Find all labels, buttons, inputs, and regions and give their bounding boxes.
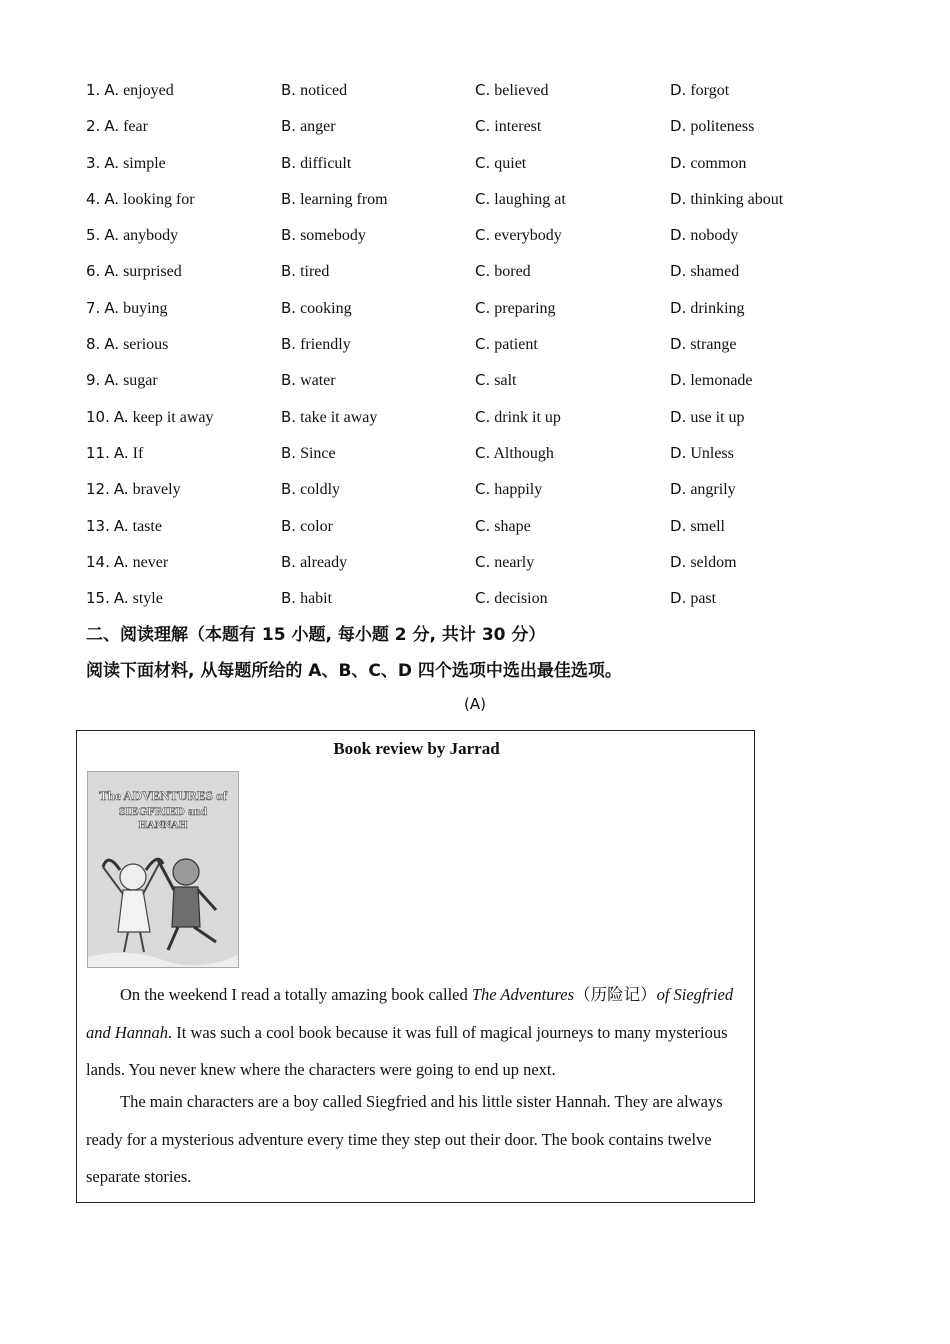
option-text: serious bbox=[123, 336, 169, 354]
question-number: 10. bbox=[86, 407, 110, 426]
option-letter: D. bbox=[670, 516, 687, 535]
option-text: color bbox=[300, 517, 333, 535]
option-letter: B. bbox=[281, 189, 297, 208]
question-number: 3. bbox=[86, 153, 101, 172]
option-a bbox=[86, 112, 148, 141]
option-letter: D. bbox=[670, 153, 687, 172]
option-text: never bbox=[132, 553, 169, 571]
option-letter: D. bbox=[670, 589, 687, 608]
option-c bbox=[475, 366, 516, 395]
option-b bbox=[281, 294, 352, 323]
option-text: smell bbox=[690, 517, 725, 535]
question-number: 11. bbox=[86, 443, 110, 462]
option-b bbox=[281, 366, 336, 395]
option-text: everybody bbox=[494, 227, 562, 245]
option-letter: C. bbox=[475, 516, 491, 535]
option-a bbox=[86, 584, 163, 613]
option-letter: A. bbox=[104, 298, 120, 317]
question-number: 15. bbox=[86, 589, 110, 608]
option-row bbox=[86, 257, 886, 293]
option-b bbox=[281, 221, 366, 250]
option-text: bored bbox=[494, 263, 531, 281]
option-a bbox=[86, 475, 181, 504]
option-text: water bbox=[300, 372, 336, 390]
option-letter: D. bbox=[670, 81, 687, 99]
question-number: 12. bbox=[86, 480, 110, 499]
book-title-italic-2: of Siegfried and Hannah bbox=[86, 985, 734, 1042]
option-letter: C. bbox=[475, 189, 491, 208]
option-text: learning from bbox=[300, 190, 388, 208]
option-text: believed bbox=[494, 82, 549, 99]
option-d bbox=[670, 330, 737, 359]
option-text: politeness bbox=[690, 118, 755, 136]
question-number: 14. bbox=[86, 552, 110, 571]
option-a bbox=[86, 294, 168, 323]
option-d bbox=[670, 403, 745, 432]
option-letter: C. bbox=[475, 407, 491, 426]
option-a bbox=[86, 257, 182, 286]
question-number: 2. bbox=[86, 117, 101, 136]
options-table bbox=[86, 76, 886, 620]
option-text: noticed bbox=[300, 82, 348, 99]
option-letter: A. bbox=[104, 189, 120, 208]
option-text: anybody bbox=[123, 227, 179, 245]
option-text: tired bbox=[300, 263, 330, 281]
option-letter: B. bbox=[281, 589, 297, 608]
option-letter: C. bbox=[475, 81, 491, 99]
option-row bbox=[86, 366, 886, 402]
option-text: happily bbox=[494, 481, 543, 499]
option-d bbox=[670, 76, 729, 105]
option-text: decision bbox=[494, 590, 548, 608]
option-text: shamed bbox=[690, 263, 740, 281]
option-letter: A. bbox=[113, 443, 129, 462]
option-text: common bbox=[690, 154, 747, 172]
option-text: seldom bbox=[690, 553, 737, 571]
option-b bbox=[281, 584, 332, 613]
option-text: cooking bbox=[300, 299, 352, 317]
option-letter: D. bbox=[670, 407, 687, 426]
cover-title-line1: The ADVENTURES of bbox=[99, 788, 227, 803]
option-row bbox=[86, 403, 886, 439]
option-text: buying bbox=[123, 299, 168, 317]
option-letter: C. bbox=[475, 371, 491, 390]
review-paragraph-1 bbox=[86, 976, 746, 1089]
option-b bbox=[281, 185, 388, 214]
option-text: Unless bbox=[690, 444, 734, 462]
option-letter: D. bbox=[670, 189, 687, 208]
option-text: already bbox=[300, 553, 348, 571]
option-letter: D. bbox=[670, 371, 687, 390]
option-c bbox=[475, 149, 526, 178]
option-text: enjoyed bbox=[123, 82, 174, 99]
option-letter: A. bbox=[104, 81, 120, 99]
option-letter: C. bbox=[475, 153, 491, 172]
option-letter: B. bbox=[281, 552, 297, 571]
option-c bbox=[475, 330, 538, 359]
option-letter: A. bbox=[104, 226, 120, 245]
option-text: friendly bbox=[300, 336, 351, 354]
option-d bbox=[670, 149, 746, 178]
option-c bbox=[475, 475, 542, 504]
option-b bbox=[281, 330, 351, 359]
option-row bbox=[86, 294, 886, 330]
option-c bbox=[475, 439, 554, 468]
option-letter: D. bbox=[670, 443, 687, 462]
option-d bbox=[670, 548, 737, 577]
option-letter: C. bbox=[475, 117, 491, 136]
option-text: nearly bbox=[494, 553, 535, 571]
question-number: 6. bbox=[86, 262, 101, 281]
option-a bbox=[86, 330, 168, 359]
option-text: preparing bbox=[494, 299, 556, 317]
section-title: 二、阅读理解（本题有 15 小题, 每小题 2 分, 共计 30 分） bbox=[86, 625, 546, 645]
p2-text: The main characters are a boy called Siegfried and his little sister Hannah. They are always ready for a mysterious adventure every time they step out their door. The book contains twelve separate stories. bbox=[86, 1092, 723, 1186]
option-text: somebody bbox=[300, 227, 366, 245]
option-d bbox=[670, 294, 745, 323]
option-a bbox=[86, 149, 166, 178]
option-c bbox=[475, 221, 562, 250]
option-text: laughing at bbox=[494, 190, 566, 208]
option-letter: A. bbox=[113, 589, 129, 608]
option-text: If bbox=[132, 444, 144, 462]
option-a bbox=[86, 512, 162, 541]
option-text: patient bbox=[494, 336, 538, 354]
option-letter: A. bbox=[104, 117, 120, 136]
question-number: 9. bbox=[86, 371, 101, 390]
option-a bbox=[86, 221, 178, 250]
option-letter: C. bbox=[475, 480, 491, 499]
p1-text-end: . It was such a cool book because it was full of magical journeys to many mysterious lands. You never knew where the characters were going to end up next. bbox=[86, 1022, 728, 1079]
option-text: use it up bbox=[690, 408, 745, 426]
option-text: difficult bbox=[300, 154, 352, 172]
option-text: quiet bbox=[494, 154, 527, 172]
option-c bbox=[475, 112, 541, 141]
option-letter: D. bbox=[670, 117, 687, 136]
option-letter: B. bbox=[281, 480, 297, 499]
option-text: simple bbox=[123, 154, 166, 172]
option-letter: D. bbox=[670, 480, 687, 499]
cover-title-line3: HANNAH bbox=[138, 819, 188, 831]
option-text: anger bbox=[300, 118, 336, 136]
option-letter: B. bbox=[281, 407, 297, 426]
book-title-italic: The Adventures bbox=[471, 985, 575, 1004]
option-d bbox=[670, 221, 738, 250]
option-text: taste bbox=[132, 517, 162, 535]
option-letter: B. bbox=[281, 117, 297, 136]
option-c bbox=[475, 584, 548, 613]
option-text: Since bbox=[300, 444, 336, 462]
book-cover-illustration bbox=[88, 772, 238, 967]
option-b bbox=[281, 548, 347, 577]
option-b bbox=[281, 76, 347, 105]
option-text: drink it up bbox=[494, 408, 561, 426]
option-letter: A. bbox=[104, 335, 120, 354]
option-letter: B. bbox=[281, 153, 297, 172]
option-d bbox=[670, 584, 716, 613]
option-b bbox=[281, 512, 333, 541]
option-letter: B. bbox=[281, 516, 297, 535]
option-c bbox=[475, 548, 534, 577]
question-number: 4. bbox=[86, 189, 101, 208]
option-letter: B. bbox=[281, 335, 297, 354]
option-b bbox=[281, 439, 336, 468]
option-text: past bbox=[690, 590, 717, 608]
option-a bbox=[86, 403, 213, 432]
option-text: angrily bbox=[690, 481, 736, 499]
option-text: style bbox=[132, 590, 163, 608]
option-text: coldly bbox=[300, 481, 341, 499]
option-c bbox=[475, 294, 556, 323]
option-d bbox=[670, 257, 739, 286]
option-a bbox=[86, 548, 168, 577]
book-title-chinese-gloss: （历险记） bbox=[574, 985, 657, 1004]
option-letter: C. bbox=[475, 262, 491, 281]
option-text: drinking bbox=[690, 299, 745, 317]
option-c bbox=[475, 512, 531, 541]
option-letter: A. bbox=[104, 262, 120, 281]
option-text: habit bbox=[300, 590, 333, 608]
option-letter: A. bbox=[113, 516, 129, 535]
option-letter: B. bbox=[281, 443, 297, 462]
option-row bbox=[86, 221, 886, 257]
option-d bbox=[670, 112, 754, 141]
option-letter: C. bbox=[475, 552, 491, 571]
option-letter: D. bbox=[670, 262, 687, 281]
option-row bbox=[86, 76, 886, 112]
option-row bbox=[86, 548, 886, 584]
option-text: take it away bbox=[300, 408, 378, 426]
book-cover-image bbox=[87, 771, 239, 968]
question-number: 5. bbox=[86, 226, 101, 245]
option-c bbox=[475, 76, 548, 105]
cover-title-line2: SIEGFRIED and bbox=[118, 804, 208, 818]
option-letter: C. bbox=[475, 335, 491, 354]
option-text: forgot bbox=[690, 82, 730, 99]
option-letter: D. bbox=[670, 226, 687, 245]
option-letter: D. bbox=[670, 552, 687, 571]
option-letter: A. bbox=[104, 153, 120, 172]
p1-text: On the weekend I read a totally amazing book called bbox=[120, 985, 472, 1004]
option-text: strange bbox=[690, 336, 737, 354]
question-number: 7. bbox=[86, 298, 101, 317]
option-letter: A. bbox=[113, 480, 129, 499]
option-text: bravely bbox=[132, 481, 181, 499]
option-text: surprised bbox=[123, 263, 182, 281]
review-paragraph-2 bbox=[86, 1083, 746, 1196]
option-letter: C. bbox=[475, 589, 491, 608]
option-b bbox=[281, 112, 336, 141]
option-text: shape bbox=[494, 517, 531, 535]
option-b bbox=[281, 403, 377, 432]
option-d bbox=[670, 512, 725, 541]
option-row bbox=[86, 512, 886, 548]
option-b bbox=[281, 149, 351, 178]
option-text: nobody bbox=[690, 227, 739, 245]
review-box bbox=[76, 730, 755, 1203]
option-letter: B. bbox=[281, 226, 297, 245]
review-title: Book review by Jarrad bbox=[333, 739, 500, 758]
option-letter: A. bbox=[113, 552, 129, 571]
option-letter: B. bbox=[281, 371, 297, 390]
option-b bbox=[281, 475, 340, 504]
option-letter: B. bbox=[281, 81, 297, 99]
option-row bbox=[86, 330, 886, 366]
option-text: keep it away bbox=[132, 408, 214, 426]
option-d bbox=[670, 366, 753, 395]
option-c bbox=[475, 257, 531, 286]
option-text: Although bbox=[493, 444, 554, 462]
option-text: interest bbox=[494, 118, 542, 136]
option-letter: B. bbox=[281, 262, 297, 281]
option-letter: C. bbox=[475, 443, 491, 462]
option-a bbox=[86, 439, 143, 468]
option-text: thinking about bbox=[690, 190, 784, 208]
option-text: fear bbox=[123, 118, 148, 136]
option-row bbox=[86, 149, 886, 185]
option-letter: C. bbox=[475, 226, 491, 245]
question-number: 8. bbox=[86, 335, 101, 354]
option-letter: C. bbox=[475, 298, 491, 317]
option-text: lemonade bbox=[690, 372, 753, 390]
option-row bbox=[86, 185, 886, 221]
question-number: 13. bbox=[86, 516, 110, 535]
option-row bbox=[86, 439, 886, 475]
option-letter: D. bbox=[670, 335, 687, 354]
option-b bbox=[281, 257, 329, 286]
option-row bbox=[86, 584, 886, 620]
option-d bbox=[670, 185, 783, 214]
option-a bbox=[86, 185, 195, 214]
option-text: salt bbox=[494, 372, 517, 390]
option-letter: A. bbox=[104, 371, 120, 390]
section-instruction: 阅读下面材料, 从每题所给的 A、B、C、D 四个选项中选出最佳选项。 bbox=[86, 661, 622, 681]
option-c bbox=[475, 403, 561, 432]
passage-label: (A) bbox=[464, 695, 486, 713]
option-letter: B. bbox=[281, 298, 297, 317]
option-a bbox=[86, 76, 174, 105]
question-number: 1. bbox=[86, 81, 101, 99]
option-c bbox=[475, 185, 566, 214]
option-d bbox=[670, 439, 734, 468]
option-letter: A. bbox=[113, 407, 129, 426]
option-a bbox=[86, 366, 158, 395]
option-letter: D. bbox=[670, 298, 687, 317]
option-row bbox=[86, 112, 886, 148]
option-d bbox=[670, 475, 736, 504]
option-text: looking for bbox=[123, 190, 195, 208]
option-text: sugar bbox=[123, 372, 158, 390]
option-row bbox=[86, 475, 886, 511]
